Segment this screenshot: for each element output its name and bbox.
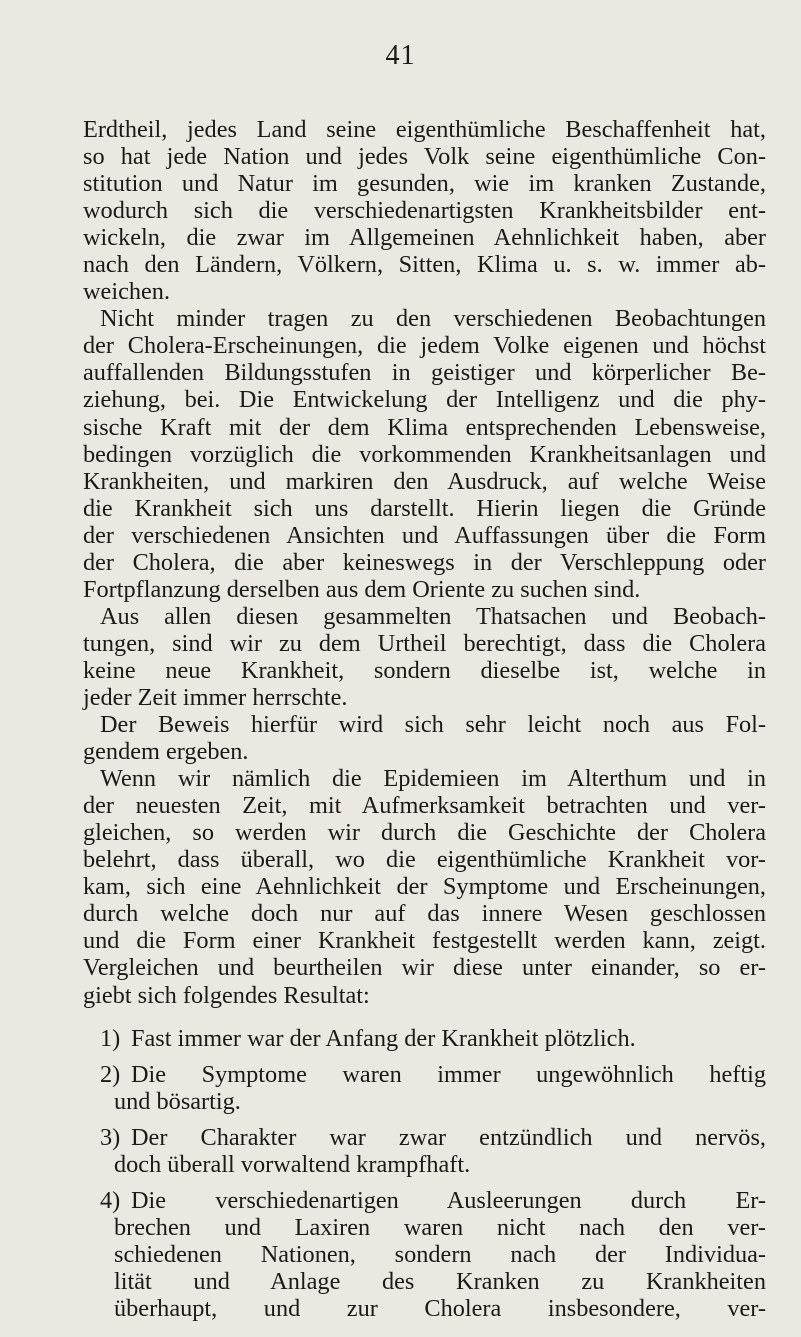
text-line: Wenn wir nämlich die Epidemieen im Alterthum und in	[100, 765, 766, 793]
text-line: giebt sich folgendes Resultat:	[83, 981, 370, 1009]
text-line: wickeln, die zwar im Allgemeinen Aehnlichkeit haben, aber	[83, 224, 766, 252]
text-line: weichen.	[83, 278, 171, 306]
text-line: überhaupt, und zur Cholera insbesondere, ver-	[114, 1294, 766, 1322]
text-line: Erdtheil, jedes Land seine eigenthümliche Beschaffenheit hat,	[83, 116, 766, 143]
paragraph-1	[83, 116, 766, 305]
text-line: lität und Anlage des Kranken zu Krankheiten	[114, 1267, 766, 1295]
text-line: Aus allen diesen gesammelten Thatsachen und Beobach-	[100, 602, 766, 630]
text-line: durch welche doch nur auf das innere Wesen geschlossen	[83, 900, 766, 928]
list-item	[83, 1187, 766, 1322]
text-line: belehrt, dass überall, wo die eigenthümliche Krankheit vor-	[83, 846, 766, 874]
paragraph-4	[83, 711, 766, 765]
text-line: nach den Ländern, Völkern, Sitten, Klima u. s. w. immer ab-	[83, 251, 766, 279]
list-item	[83, 1025, 766, 1052]
text-line: Die Symptome waren immer ungewöhnlich heftig	[131, 1060, 766, 1088]
page-number: 41	[385, 40, 416, 71]
paragraph-5	[83, 765, 766, 1008]
text-line: Vergleichen und beurtheilen wir diese unter einander, so er-	[83, 954, 766, 982]
text-line: und bösartig.	[114, 1087, 241, 1115]
text-line: Krankheiten, und markiren den Ausdruck, auf welche Weise	[83, 467, 766, 495]
text-line: kam, sich eine Aehnlichkeit der Symptome und Erscheinungen,	[83, 873, 766, 901]
paragraph-2	[83, 305, 766, 603]
text-line: Der Beweis hierfür wird sich sehr leicht noch aus Fol-	[100, 711, 766, 739]
text-line: Fast immer war der Anfang der Krankheit plötzlich.	[131, 1024, 636, 1052]
text-line: gleichen, so werden wir durch die Geschichte der Cholera	[83, 819, 766, 847]
text-line: wodurch sich die verschiedenartigsten Krankheitsbilder ent-	[83, 197, 766, 225]
list-number: 3)	[100, 1123, 121, 1151]
list-item	[83, 1061, 766, 1115]
text-line: ziehung, bei. Die Entwickelung der Intelligenz und die phy-	[83, 386, 766, 414]
list-number: 1)	[100, 1024, 121, 1052]
list-item	[83, 1124, 766, 1178]
text-line: jeder Zeit immer herrschte.	[83, 683, 348, 711]
text-line: auffallenden Bildungsstufen in geistiger und körperlicher Be-	[83, 359, 766, 387]
list-number: 4)	[100, 1186, 121, 1214]
text-line: der Cholera, die aber keineswegs in der Verschleppung oder	[83, 548, 766, 576]
text-line: stitution und Natur im gesunden, wie im kranken Zustande,	[83, 170, 766, 198]
text-line: die Krankheit sich uns darstellt. Hierin liegen die Gründe	[83, 494, 766, 522]
text-line: doch überall vorwaltend krampfhaft.	[114, 1150, 471, 1178]
numbered-list	[83, 1025, 766, 1322]
text-line: der verschiedenen Ansichten und Auffassungen über die Form	[83, 521, 766, 549]
body-text	[83, 116, 766, 1331]
text-line: tungen, sind wir zu dem Urtheil berechtigt, dass die Cholera	[83, 629, 766, 657]
text-line: Die verschiedenartigen Ausleerungen durch Er-	[131, 1186, 766, 1214]
text-line: der neuesten Zeit, mit Aufmerksamkeit betrachten und ver-	[83, 792, 766, 820]
paragraph-3	[83, 603, 766, 711]
text-line: gendem ergeben.	[83, 738, 249, 766]
text-line: Der Charakter war zwar entzündlich und nervös,	[131, 1123, 766, 1151]
text-line: und die Form einer Krankheit festgestellt werden kann, zeigt.	[83, 927, 766, 955]
text-line: bedingen vorzüglich die vorkommenden Krankheitsanlagen und	[83, 440, 766, 468]
text-line: sische Kraft mit der dem Klima entsprechenden Lebensweise,	[83, 413, 766, 441]
text-line: keine neue Krankheit, sondern dieselbe ist, welche in	[83, 656, 766, 684]
text-line: Fortpflanzung derselben aus dem Oriente zu suchen sind.	[83, 575, 641, 603]
list-number: 2)	[100, 1060, 121, 1088]
text-line: der Cholera-Erscheinungen, die jedem Volke eigenen und höchst	[83, 332, 766, 360]
text-line: brechen und Laxiren waren nicht nach den ver-	[114, 1213, 766, 1241]
text-line: schiedenen Nationen, sondern nach der Individua-	[114, 1240, 766, 1268]
text-line: Nicht minder tragen zu den verschiedenen Beobachtungen	[100, 305, 766, 333]
text-line: so hat jede Nation und jedes Volk seine eigenthümliche Con-	[83, 143, 766, 171]
